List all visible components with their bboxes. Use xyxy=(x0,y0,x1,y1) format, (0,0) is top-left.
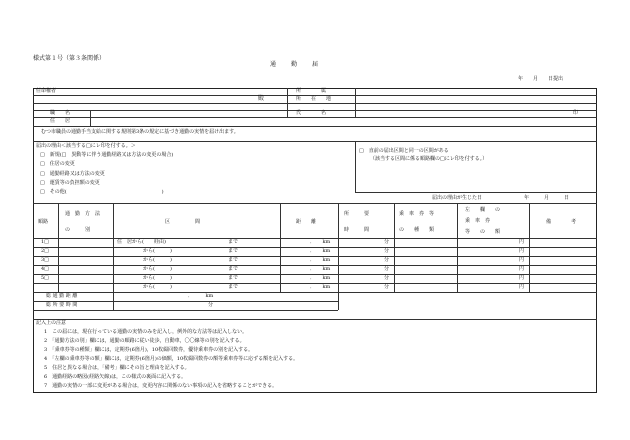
row-order-checkbox[interactable]: 3□ xyxy=(41,257,49,263)
col-order: 順路 xyxy=(38,219,49,225)
appointer-label: 任命権者 xyxy=(36,88,57,94)
col-method-2: の 別 xyxy=(65,227,91,233)
address-label: 住 居 xyxy=(50,118,71,124)
row-yen[interactable]: 円 xyxy=(519,275,525,281)
col-method-1: 通 勤 方 法 xyxy=(65,211,101,217)
row-from[interactable]: から( ) xyxy=(143,275,172,281)
same-section-note: （該当する区間に係る順路欄の□にレ印を付する。） xyxy=(370,156,488,162)
row-yen[interactable]: 円 xyxy=(519,284,525,290)
row-order-checkbox[interactable]: 2□ xyxy=(41,248,49,254)
row-min[interactable]: 分 xyxy=(384,275,390,281)
reason-new-checkbox[interactable]: □ 新規(□ 異動等に伴う通勤経路又は方法の変更の場合) xyxy=(40,152,174,158)
row-from[interactable]: から( ) xyxy=(143,266,172,272)
same-section-checkbox[interactable]: □ 直前の届出区間と同一の区間がある xyxy=(359,148,449,154)
col-time-1: 所 要 xyxy=(344,211,370,217)
reason-other-checkbox[interactable]: □ その他( ) xyxy=(40,189,164,195)
location-label: 所 在 地 xyxy=(296,96,332,102)
position-label: 職 名 xyxy=(50,110,71,116)
col-section: 区 間 xyxy=(165,219,201,225)
row-to[interactable]: まで xyxy=(228,284,239,290)
note-item: 6 通勤経路の略図(経路矢線)は，この様式の裏面に記入する。 xyxy=(44,374,187,380)
occurred-date[interactable]: 年 月 日 xyxy=(524,195,570,201)
col-distance: 距 離 xyxy=(296,219,317,225)
row-from[interactable]: から( ) xyxy=(143,257,172,263)
row-km[interactable]: ． km xyxy=(310,266,331,272)
row-min[interactable]: 分 xyxy=(384,239,390,245)
note-item: 4 「左欄の乗車券等の額」欄には，定期券(6箇月)の価額，10枚綴回数券の額等乗車券等に応ずる額を記入する。 xyxy=(44,356,299,362)
note-item: 5 住居と異なる場合は，「備考」欄にその旨と理由を記入する。 xyxy=(44,365,190,371)
row-km[interactable]: ． km xyxy=(310,248,331,254)
row-yen[interactable]: 円 xyxy=(519,239,525,245)
note-item: 1 この届には，現在行っている通勤の実情のみを記入し，例外的な方法等は記入しない。 xyxy=(44,329,248,335)
col-remarks: 備 考 xyxy=(546,219,577,225)
note-item: 3 「乗車券等の種類」欄には，定期券(6箇月)，10枚綴回数券，優待乗車券の別を記入する。 xyxy=(44,347,254,353)
declaration-text: むつ市職員の通勤手当支給に関する規則第3条の規定に基づき通勤の実情を届け出ます。 xyxy=(41,129,239,135)
row-from[interactable]: から( ) xyxy=(143,284,172,290)
to-suffix: 殿 xyxy=(258,95,265,102)
row-to[interactable]: まで xyxy=(228,257,239,263)
col-ticket-1: 乗 車 券 等 xyxy=(399,211,435,217)
row-order-checkbox[interactable]: 4□ xyxy=(41,266,49,272)
col-left-ticket-1: 左 欄 の xyxy=(465,207,501,213)
reasons-heading: 届出の理由＜該当する□にレ印を付する。＞ xyxy=(36,143,136,149)
notes-heading: 記入上の注意 xyxy=(36,320,67,326)
total-time-value[interactable]: 分 xyxy=(208,302,214,308)
col-left-ticket-3: 等 の 額 xyxy=(465,229,501,235)
row-yen[interactable]: 円 xyxy=(519,257,525,263)
col-time-2: 時 間 xyxy=(344,227,370,233)
row-yen[interactable]: 円 xyxy=(519,248,525,254)
row-to[interactable]: まで xyxy=(228,239,239,245)
submission-date[interactable]: 年 月 日提出 xyxy=(518,76,564,82)
row-to[interactable]: まで xyxy=(228,248,239,254)
reason-route-checkbox[interactable]: □ 通勤経路又は方法の変更 xyxy=(40,171,105,177)
row-yen[interactable]: 円 xyxy=(519,266,525,272)
occurred-label: 届出の理由が生じた日 xyxy=(432,195,483,201)
row-order-checkbox[interactable]: 1□ xyxy=(41,239,49,245)
row-km[interactable]: ． km xyxy=(310,275,331,281)
name-label: 氏 名 xyxy=(296,110,327,116)
row-km[interactable]: ． km xyxy=(310,239,331,245)
row-min[interactable]: 分 xyxy=(384,266,390,272)
row-min[interactable]: 分 xyxy=(384,284,390,290)
affiliation-label: 所 属 xyxy=(296,88,327,94)
note-item: 7 通勤の実情の一部に変更がある場合は，変更内容に関係のない事項の記入を省略することができる。 xyxy=(44,383,278,389)
page-title: 通 勤 届 xyxy=(270,61,320,68)
seal-mark: 印 xyxy=(573,110,579,116)
row-min[interactable]: 分 xyxy=(384,257,390,263)
row-from[interactable]: 住 居から( 経由) xyxy=(117,239,166,245)
note-item: 2 「通勤方法の別」欄には，通勤の順路に従い徒歩，自動車，〇〇線等の別を記入する。 xyxy=(44,338,245,344)
row-to[interactable]: まで xyxy=(228,266,239,272)
total-distance-label: 総 通 勤 距 離 xyxy=(46,293,78,299)
reason-fare-checkbox[interactable]: □ 運賃等の負担額の変更 xyxy=(40,180,100,186)
row-order-checkbox[interactable]: 5□ xyxy=(41,275,49,281)
row-km[interactable]: ． km xyxy=(310,284,331,290)
col-ticket-2: の 種 類 xyxy=(399,227,435,233)
total-time-label: 総 所 要 時 間 xyxy=(46,302,78,308)
col-left-ticket-2: 乗 車 券 xyxy=(465,218,491,224)
row-km[interactable]: ． km xyxy=(310,257,331,263)
form-number: 様式第１号（第３条関係） xyxy=(33,55,106,62)
row-min[interactable]: 分 xyxy=(384,248,390,254)
row-to[interactable]: まで xyxy=(228,275,239,281)
row-from[interactable]: から( ) xyxy=(143,248,172,254)
reason-address-checkbox[interactable]: □ 住居の変更 xyxy=(40,161,75,167)
total-distance-value[interactable]: ． km xyxy=(188,293,214,299)
